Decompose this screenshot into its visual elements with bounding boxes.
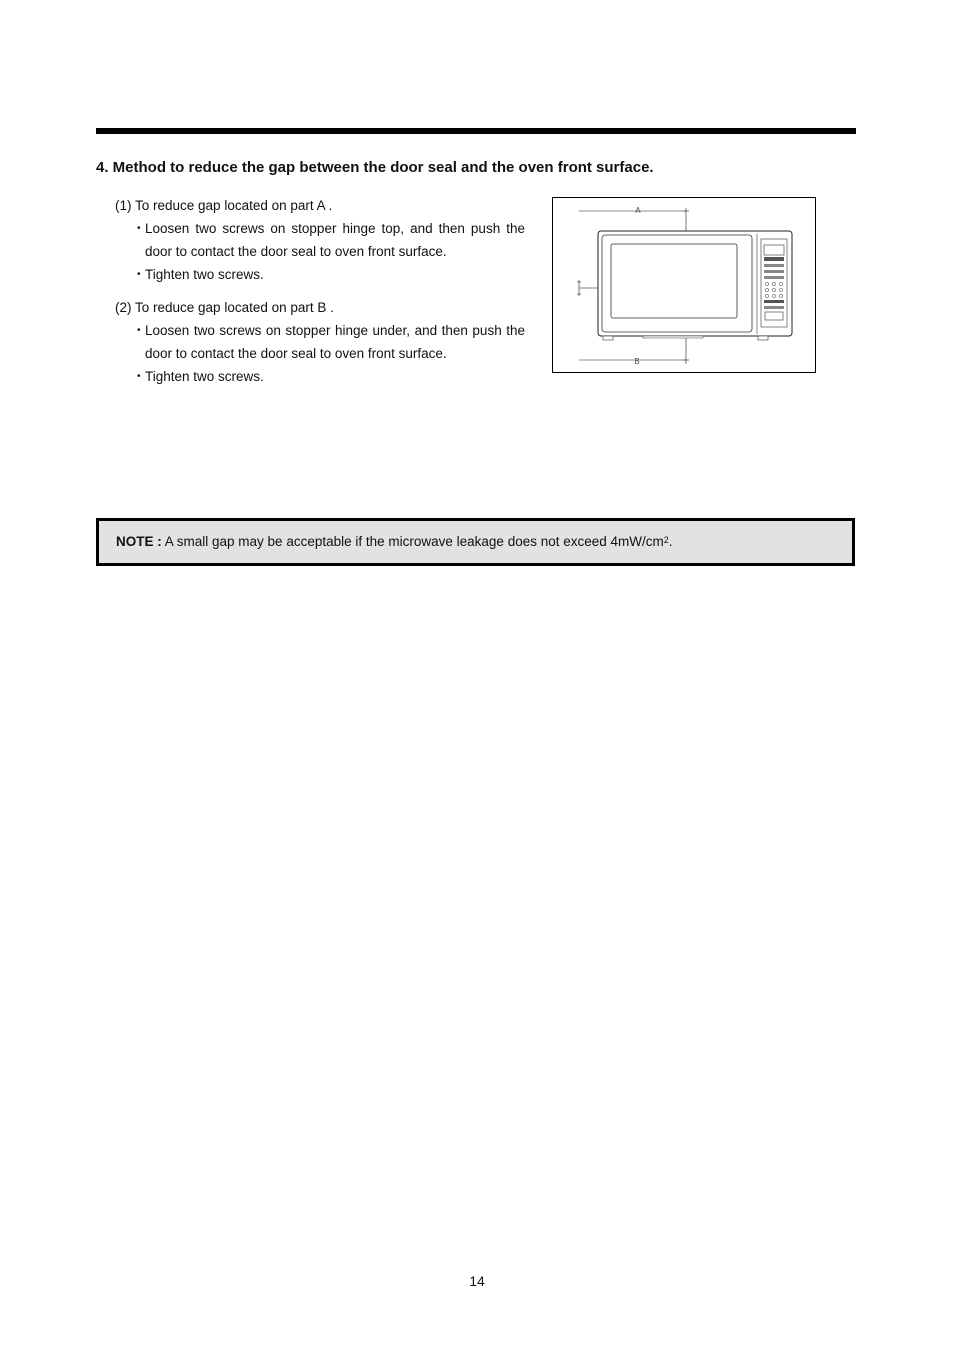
bullet-item: • Loosen two screws on stopper hinge top, and then push the door to contact the door seal to oven front surface. <box>115 217 525 263</box>
note-box <box>96 518 855 566</box>
control-panel <box>761 239 787 327</box>
oven-window <box>611 244 737 318</box>
microwave-drawing <box>553 198 815 372</box>
label-b: B <box>634 357 640 366</box>
page-number: 14 <box>469 1273 485 1289</box>
step-label: (1) To reduce gap located on part A . <box>115 198 333 213</box>
bullet-list <box>115 217 525 286</box>
bullet-item: • Loosen two screws on stopper hinge under, and then push the door to contact the door seal to oven front surface. <box>115 319 525 365</box>
top-rule <box>96 128 856 134</box>
note-body: A small gap may be acceptable if the microwave leakage does not exceed 4mW/cm <box>161 534 664 549</box>
bullet-item: • Tighten two screws. <box>115 263 525 286</box>
step-part-a <box>115 194 525 286</box>
step-part-b <box>115 296 525 388</box>
note-suffix: . <box>668 534 673 549</box>
bullet-item: • Tighten two screws. <box>115 365 525 388</box>
oven-foot <box>758 336 768 340</box>
bullet-list <box>115 319 525 388</box>
step-label: (2) To reduce gap located on part B . <box>115 300 334 315</box>
microwave-figure <box>552 197 816 373</box>
note-superscript: 2 <box>663 535 669 545</box>
section-heading: 4. Method to reduce the gap between the door seal and the oven front surface. <box>96 159 654 176</box>
note-text <box>116 534 673 549</box>
note-label: NOTE : <box>116 534 162 549</box>
oven-foot <box>603 336 613 340</box>
label-a: A <box>635 206 641 215</box>
